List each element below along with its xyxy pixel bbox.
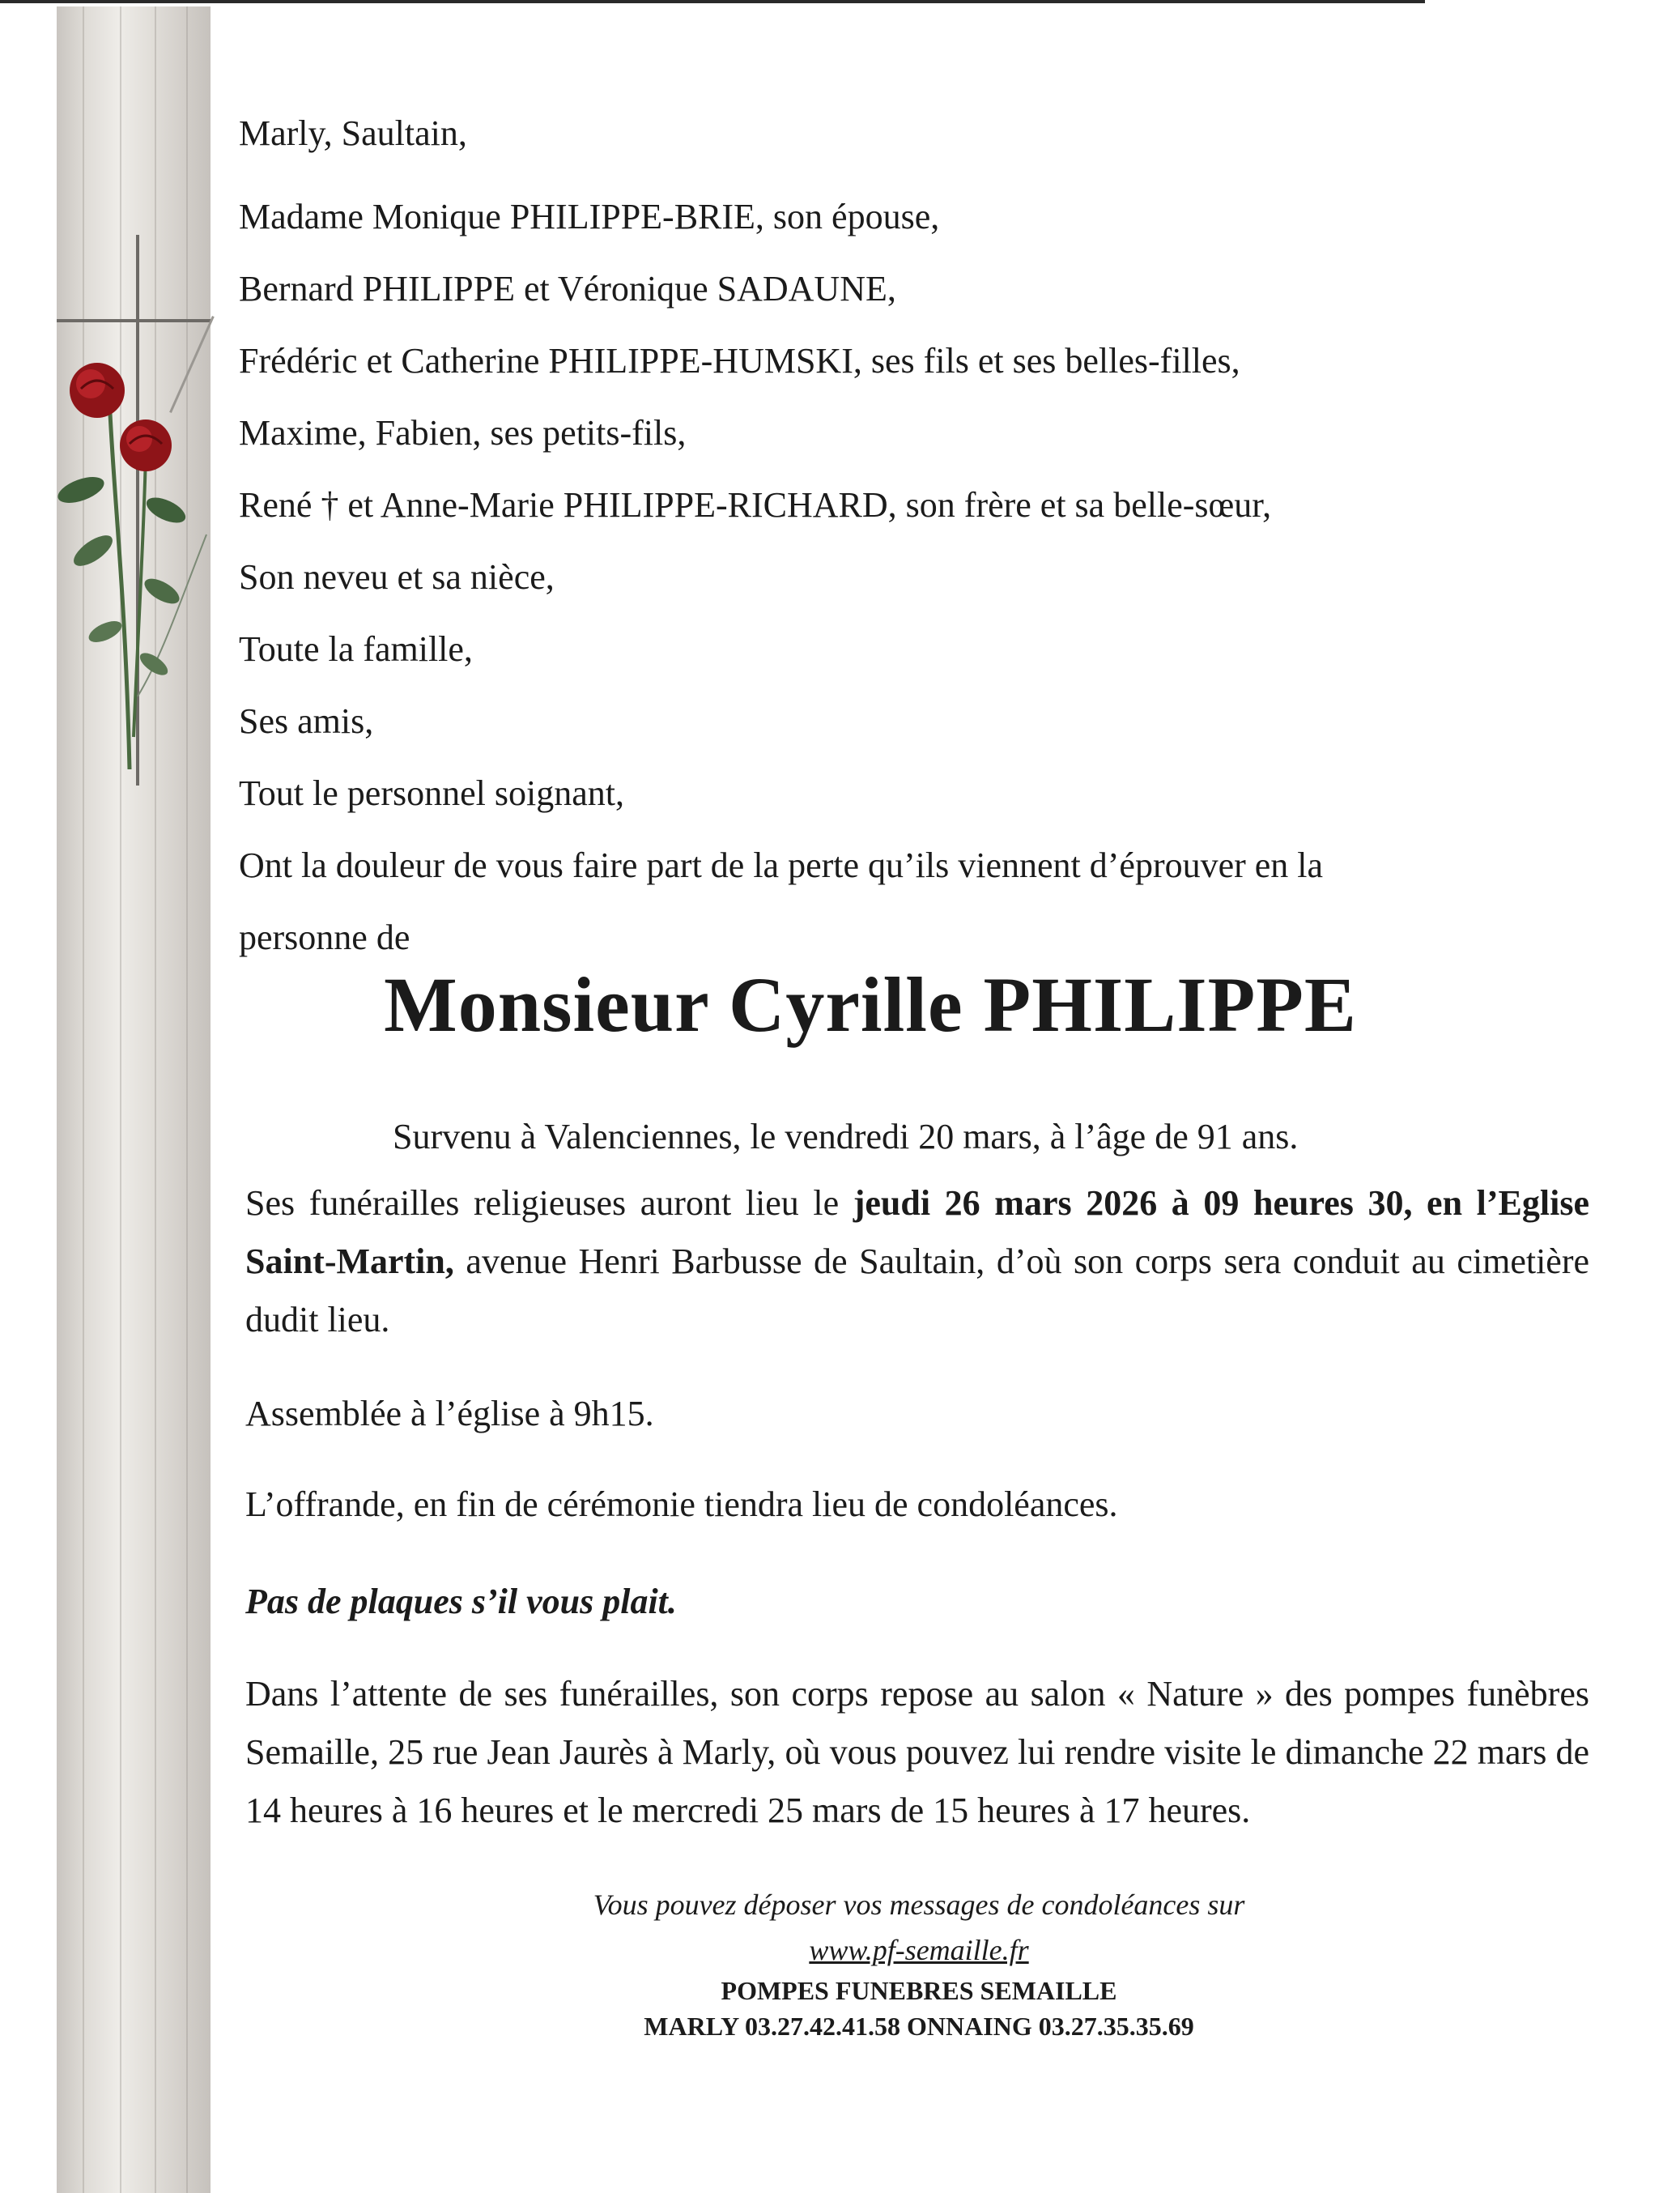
cross-horizontal: [57, 319, 211, 322]
mourner-line: Bernard PHILIPPE et Véronique SADAUNE,: [239, 269, 896, 309]
mourner-line: Frédéric et Catherine PHILIPPE-HUMSKI, ses fils et ses belles-filles,: [239, 341, 1240, 381]
header-location: Marly, Saultain,: [239, 113, 467, 153]
red-roses-icon: [49, 348, 219, 769]
website-link[interactable]: www.pf-semaille.fr: [809, 1934, 1029, 1966]
top-rule: [0, 0, 1425, 3]
announcement-line: personne de: [239, 918, 410, 957]
mourners-block: [239, 97, 1599, 973]
mourner-line: Maxime, Fabien, ses petits-fils,: [239, 413, 687, 453]
mourner-line: Ses amis,: [239, 701, 374, 741]
assembly-note: Assemblée à l’église à 9h15.: [245, 1394, 654, 1433]
condolences-text: Vous pouvez déposer vos messages de condoléances sur: [593, 1889, 1245, 1921]
mourner-line: Toute la famille,: [239, 629, 473, 669]
funeral-date-time: jeudi 26 mars 2026 à 09 heures 30, en l’Eglise Saint-Martin,: [245, 1183, 1589, 1281]
footer: [453, 1882, 1384, 2044]
mourner-line: René † et Anne-Marie PHILIPPE-RICHARD, son frère et sa belle-sœur,: [239, 485, 1272, 525]
funeral-details: [245, 1174, 1589, 1349]
viewing-details: Dans l’attente de ses funérailles, son corps repose au salon « Nature » des pompes funèbres Semaille, 25 rue Jean Jaurès à Marly, où vous pouvez lui rendre visite le dimanche 22 mars de 14 heures à 16 heures et le mercredi 25 mars de 15 heures à 17 heures.: [245, 1674, 1589, 1830]
funeral-rest: avenue Henri Barbusse de Saultain, d’où son corps sera conduit au cimetière dudit lieu.: [245, 1241, 1590, 1339]
no-plaques-note: Pas de plaques s’il vous plait.: [245, 1582, 677, 1621]
funeral-intro: Ses funérailles religieuses auront lieu le: [245, 1183, 840, 1223]
death-info: Survenu à Valenciennes, le vendredi 20 mars, à l’âge de 91 ans.: [393, 1117, 1299, 1156]
announcement-line: Ont la douleur de vous faire part de la perte qu’ils viennent d’éprouver en la: [239, 845, 1324, 885]
offering-note: L’offrande, en fin de cérémonie tiendra lieu de condoléances.: [245, 1484, 1118, 1524]
deceased-name: Monsieur Cyrille PHILIPPE: [384, 961, 1357, 1048]
company-phones: MARLY 03.27.42.41.58 ONNAING 03.27.35.35.69: [644, 2012, 1194, 2041]
decorative-marble-strip: [57, 6, 211, 2193]
mourner-line: Son neveu et sa nièce,: [239, 557, 555, 597]
mourner-line: Madame Monique PHILIPPE-BRIE, son épouse,: [239, 197, 940, 236]
company-name: POMPES FUNEBRES SEMAILLE: [721, 1976, 1117, 2005]
mourner-line: Tout le personnel soignant,: [239, 773, 624, 813]
